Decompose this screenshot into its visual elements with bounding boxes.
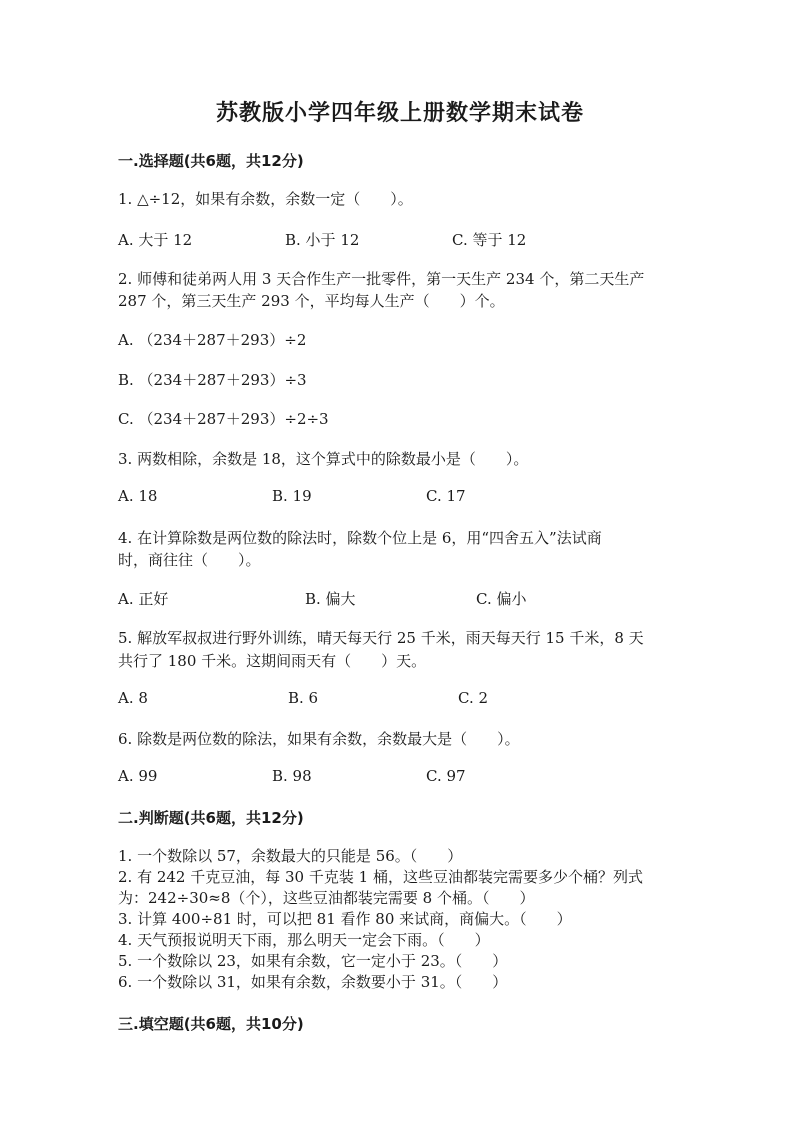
judgement-item: 4. 天气预报说明天下雨，那么明天一定会下雨。（ ）	[118, 931, 490, 949]
question-6: 6. 除数是两位数的除法，如果有余数，余数最大是（ ）。	[118, 730, 520, 748]
question-1-option-c: C. 等于 12	[452, 231, 527, 249]
question-4-option-b: B. 偏大	[305, 590, 356, 608]
section-heading-judgement: 二.判断题(共6题，共12分)	[118, 809, 304, 827]
section-heading-fill-blank: 三.填空题(共6题，共10分)	[118, 1015, 304, 1033]
question-1-option-a: A. 大于 12	[118, 231, 193, 249]
judgement-item: 5. 一个数除以 23，如果有余数，它一定小于 23。（ ）	[118, 952, 508, 970]
section-heading-choice: 一.选择题(共6题，共12分)	[118, 152, 304, 170]
question-2-option-b: B. （234＋287＋293）÷3	[118, 371, 307, 389]
question-5-option-a: A. 8	[118, 689, 148, 707]
question-5-option-c: C. 2	[458, 689, 489, 707]
question-5-option-b: B. 6	[288, 689, 319, 707]
question-3: 3. 两数相除，余数是 18，这个算式中的除数最小是（ ）。	[118, 450, 529, 468]
question-5-line-1: 5. 解放军叔叔进行野外训练，晴天每天行 25 千米，雨天每天行 15 千米，8 天	[118, 629, 644, 647]
question-2-option-a: A. （234＋287＋293）÷2	[118, 331, 307, 349]
question-3-option-b: B. 19	[272, 487, 312, 505]
judgement-item: 6. 一个数除以 31，如果有余数，余数要小于 31。（ ）	[118, 973, 508, 991]
question-6-option-c: C. 97	[426, 767, 466, 785]
judgement-item-continued: 为：242÷30≈8（个），这些豆油都装完需要 8 个桶。（ ）	[118, 889, 535, 907]
question-4-line-1: 4. 在计算除数是两位数的除法时，除数个位上是 6，用“四舍五入”法试商	[118, 529, 602, 547]
judgement-item: 2. 有 242 千克豆油，每 30 千克装 1 桶，这些豆油都装完需要多少个桶？列式	[118, 868, 643, 886]
question-6-option-a: A. 99	[118, 767, 158, 785]
question-1: 1. △÷12，如果有余数，余数一定（ ）。	[118, 190, 413, 208]
judgement-item: 1. 一个数除以 57，余数最大的只能是 56。（ ）	[118, 847, 463, 865]
question-4-option-a: A. 正好	[118, 590, 169, 608]
question-4-option-c: C. 偏小	[476, 590, 527, 608]
question-2-option-c: C. （234＋287＋293）÷2÷3	[118, 410, 329, 428]
question-2-line-1: 2. 师傅和徒弟两人用 3 天合作生产一批零件，第一天生产 234 个，第二天生产	[118, 270, 645, 288]
page-title: 苏教版小学四年级上册数学期末试卷	[215, 101, 584, 126]
question-6-option-b: B. 98	[272, 767, 312, 785]
judgement-item: 3. 计算 400÷81 时，可以把 81 看作 80 来试商，商偏大。（ ）	[118, 910, 572, 928]
question-3-option-a: A. 18	[118, 487, 158, 505]
question-2-line-2: 287 个，第三天生产 293 个，平均每人生产（ ）个。	[118, 292, 505, 310]
question-3-option-c: C. 17	[426, 487, 466, 505]
question-4-line-2: 时，商往往（ ）。	[118, 551, 261, 569]
question-5-line-2: 共行了 180 千米。这期间雨天有（ ）天。	[118, 652, 427, 670]
question-1-option-b: B. 小于 12	[285, 231, 360, 249]
